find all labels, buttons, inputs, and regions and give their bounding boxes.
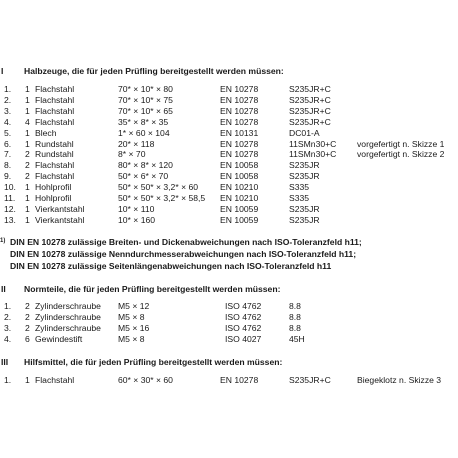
- item-standard: ISO 4762: [225, 311, 262, 322]
- footnote-line-1: DIN EN 10278 zulässige Breiten- und Dickenabweichungen nach ISO-Toleranzfeld h11;: [10, 237, 362, 247]
- item-name: Flachstahl: [35, 105, 75, 116]
- item-name: Zylinderschraube: [35, 311, 101, 322]
- item-standard: EN 10058: [220, 171, 259, 182]
- item-standard: EN 10278: [220, 138, 259, 149]
- section-3-number: III: [1, 357, 9, 367]
- item-name: Flachstahl: [35, 375, 75, 385]
- item-note: Biegeklotz n. Skizze 3: [357, 375, 442, 385]
- section-1-title: Halbzeuge, die für jeden Prüfling bereitgestellt werden müssen:: [24, 66, 284, 76]
- item-number: 3.: [4, 105, 12, 116]
- item-material: S235JR+C: [289, 375, 331, 385]
- item-quantity: 1: [25, 182, 30, 193]
- item-material: 45H: [289, 333, 305, 344]
- item-material: S235JR: [289, 203, 320, 214]
- item-dimensions: 70* × 10* × 80: [118, 84, 173, 94]
- table-row: [0, 139, 458, 150]
- item-number: 12.: [4, 203, 16, 214]
- section-2-number: II: [1, 284, 6, 294]
- item-dimensions: M5 × 8: [118, 311, 145, 322]
- item-dimensions: 50* × 6* × 70: [118, 171, 169, 182]
- item-material: S235JR+C: [289, 84, 331, 94]
- table-row: [0, 95, 458, 106]
- table-row: [0, 106, 458, 117]
- item-number: 2.: [4, 311, 12, 322]
- item-dimensions: 10* × 160: [118, 214, 156, 225]
- section-1-number: I: [1, 66, 4, 76]
- item-standard: EN 10131: [220, 127, 259, 138]
- item-standard: EN 10278: [220, 105, 259, 116]
- item-material: 8.8: [289, 301, 301, 311]
- item-quantity: 1: [25, 138, 30, 149]
- item-quantity: 1: [25, 127, 30, 138]
- item-quantity: 4: [25, 116, 30, 127]
- item-quantity: 1: [25, 105, 30, 116]
- item-dimensions: 20* × 118: [118, 138, 155, 149]
- item-material: S235JR+C: [289, 105, 331, 116]
- section-3-title: Hilfsmittel, die für jeden Prüfling bereitgestellt werden müssen:: [24, 357, 283, 367]
- item-standard: EN 10278: [220, 84, 259, 94]
- table-row: [0, 171, 458, 182]
- item-dimensions: M5 × 16: [118, 322, 150, 333]
- section-2-title: Normteile, die für jeden Prüfling bereitgestellt werden müssen:: [24, 284, 281, 294]
- footnote-line-3: DIN EN 10278 zulässige Seitenlängenabweichungen nach ISO-Toleranzfeld h11: [10, 261, 332, 271]
- item-number: 2.: [4, 94, 12, 105]
- item-number: 8.: [4, 160, 12, 171]
- item-quantity: 1: [25, 214, 30, 225]
- item-standard: EN 10278: [220, 149, 259, 160]
- item-quantity: 1: [25, 84, 30, 94]
- item-number: 4.: [4, 333, 12, 344]
- item-standard: EN 10210: [220, 193, 259, 203]
- item-standard: EN 10059: [220, 214, 259, 225]
- item-number: 5.: [4, 127, 12, 138]
- item-dimensions: 8* × 70: [118, 149, 146, 160]
- item-quantity: 2: [25, 160, 30, 171]
- table-row: [0, 160, 458, 171]
- item-number: 7.: [4, 149, 12, 160]
- item-quantity: 1: [25, 375, 30, 385]
- item-name: Rundstahl: [35, 149, 74, 160]
- item-name: Hohlprofil: [35, 182, 72, 193]
- table-row: [0, 84, 458, 95]
- item-quantity: 6: [25, 333, 30, 344]
- footnote-mark: 1): [0, 238, 6, 244]
- item-material: S235JR+C: [289, 94, 331, 105]
- item-name: Flachstahl: [35, 116, 75, 127]
- item-number: 11.: [4, 193, 16, 203]
- item-name: Hohlprofil: [35, 193, 72, 203]
- table-row: [0, 375, 458, 386]
- table-row: [0, 117, 458, 128]
- item-standard: EN 10278: [220, 116, 259, 127]
- item-note: vorgefertigt n. Skizze 1: [357, 138, 445, 149]
- table-row: [0, 312, 458, 323]
- item-dimensions: 1* × 60 × 104: [118, 127, 170, 138]
- item-standard: ISO 4027: [225, 333, 262, 344]
- item-standard: ISO 4762: [225, 322, 262, 333]
- item-standard: ISO 4762: [225, 301, 262, 311]
- item-dimensions: 35* × 8* × 35: [118, 116, 169, 127]
- item-name: Flachstahl: [35, 84, 75, 94]
- item-dimensions: 50* × 50* × 3,2* × 58,5: [118, 193, 206, 203]
- item-quantity: 2: [25, 149, 30, 160]
- item-name: Blech: [35, 127, 57, 138]
- item-note: vorgefertigt n. Skizze 2: [357, 149, 445, 160]
- item-number: 6.: [4, 138, 12, 149]
- item-number: 1.: [4, 84, 12, 94]
- item-number: 3.: [4, 322, 12, 333]
- item-material: 8.8: [289, 311, 301, 322]
- item-material: S235JR: [289, 171, 320, 182]
- item-name: Flachstahl: [35, 171, 75, 182]
- item-standard: EN 10058: [220, 160, 259, 171]
- table-row: [0, 128, 458, 139]
- item-dimensions: 50* × 50* × 3,2* × 60: [118, 182, 199, 193]
- item-standard: EN 10059: [220, 203, 259, 214]
- item-dimensions: 70* × 10* × 65: [118, 105, 173, 116]
- item-material: DC01-A: [289, 127, 320, 138]
- item-material: 8.8: [289, 322, 301, 333]
- item-quantity: 1: [25, 193, 30, 203]
- item-number: 13.: [4, 214, 16, 225]
- item-quantity: 1: [25, 203, 30, 214]
- item-name: Vierkantstahl: [35, 203, 85, 214]
- table-row: [0, 334, 458, 345]
- item-standard: EN 10210: [220, 182, 259, 193]
- item-name: Zylinderschraube: [35, 301, 101, 311]
- item-dimensions: 70* × 10* × 75: [118, 94, 173, 105]
- item-name: Gewindestift: [35, 333, 83, 344]
- table-row: [0, 215, 458, 226]
- table-row: [0, 182, 458, 193]
- item-name: Rundstahl: [35, 138, 74, 149]
- item-number: 1.: [4, 301, 12, 311]
- item-material: S235JR: [289, 214, 320, 225]
- item-quantity: 2: [25, 311, 30, 322]
- item-material: 11SMn30+C: [289, 149, 337, 160]
- item-number: 1.: [4, 375, 12, 385]
- item-material: S335: [289, 182, 310, 193]
- item-material: S235JR: [289, 160, 320, 171]
- item-number: 10.: [4, 182, 16, 193]
- item-standard: EN 10278: [220, 375, 259, 385]
- item-name: Flachstahl: [35, 160, 75, 171]
- item-name: Zylinderschraube: [35, 322, 101, 333]
- table-row: [0, 323, 458, 334]
- item-quantity: 2: [25, 171, 30, 182]
- item-number: 9.: [4, 171, 12, 182]
- item-name: Flachstahl: [35, 94, 75, 105]
- footnote-line-2: DIN EN 10278 zulässige Nenndurchmesserabweichungen nach ISO-Toleranzfeld h11;: [10, 249, 357, 259]
- item-material: S335: [289, 193, 310, 203]
- item-dimensions: 80* × 8* × 120: [118, 160, 173, 171]
- item-dimensions: 60* × 30* × 60: [118, 375, 173, 385]
- table-row: [0, 149, 458, 160]
- item-quantity: 2: [25, 301, 30, 311]
- item-dimensions: M5 × 12: [118, 301, 150, 311]
- item-quantity: 1: [25, 94, 30, 105]
- item-standard: EN 10278: [220, 94, 259, 105]
- item-material: 11SMn30+C: [289, 138, 337, 149]
- table-row: [0, 301, 458, 312]
- item-dimensions: M5 × 8: [118, 333, 145, 344]
- table-row: [0, 204, 458, 215]
- item-dimensions: 10* × 110: [118, 203, 155, 214]
- item-material: S235JR+C: [289, 116, 331, 127]
- item-name: Vierkantstahl: [35, 214, 85, 225]
- item-number: 4.: [4, 116, 12, 127]
- item-quantity: 2: [25, 322, 30, 333]
- table-row: [0, 193, 458, 204]
